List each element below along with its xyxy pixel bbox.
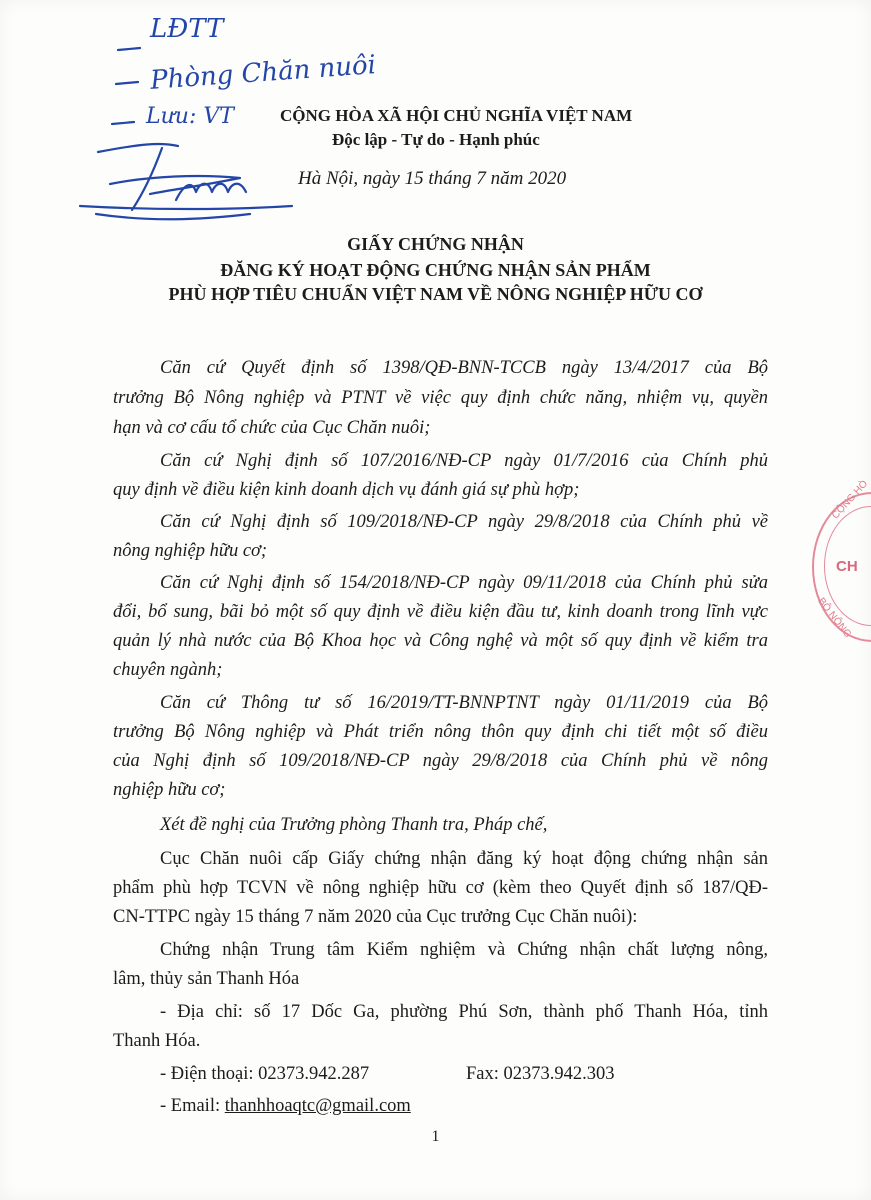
legal-basis-1-line-2: trưởng Bộ Nông nghiệp và PTNT về việc quy định chức năng, nhiệm vụ, quyền (113, 388, 768, 408)
legal-basis-1-line-3: hạn và cơ cấu tổ chức của Cục Chăn nuôi; (113, 418, 431, 438)
legal-basis-4-line-2: đổi, bổ sung, bãi bỏ một số quy định về điều kiện đầu tư, kinh doanh trong lĩnh vực (113, 602, 768, 622)
page-number: 1 (431, 1128, 440, 1145)
proposal-basis: Xét đề nghị của Trưởng phòng Thanh tra, Pháp chế, (160, 815, 548, 835)
national-title: CỘNG HÒA XÃ HỘI CHỦ NGHĨA VIỆT NAM (280, 106, 633, 125)
organization-address-line-2: Thanh Hóa. (113, 1031, 201, 1051)
handwritten-line-3: Lưu: VT (146, 104, 234, 129)
email-label: - Email: (160, 1096, 225, 1116)
organization-address-line-1: - Địa chỉ: số 17 Dốc Ga, phường Phú Sơn, thành phố Thanh Hóa, tỉnh (160, 1002, 768, 1022)
email-link[interactable]: thanhhoaqtc@gmail.com (224, 1096, 411, 1116)
handwritten-line-1: LĐTT (150, 14, 224, 44)
phone-number: - Điện thoại: 02373.942.287 (160, 1064, 370, 1084)
issue-date: Hà Nội, ngày 15 tháng 7 năm 2020 (298, 168, 567, 189)
certificate-statement-line-2: phẩm phù hợp TCVN về nông nghiệp hữu cơ (kèm theo Quyết định số 187/QĐ- (113, 878, 768, 898)
seal-arc-bottom: BỘ NÔNG (815, 596, 854, 640)
legal-basis-4-line-3: quản lý nhà nước của Bộ Khoa học và Công nghệ và một số quy định về kiểm tra (113, 631, 768, 651)
certified-organization-line-2: lâm, thủy sản Thanh Hóa (113, 969, 300, 989)
legal-basis-5-line-1: Căn cứ Thông tư số 16/2019/TT-BNNPTNT ngày 01/11/2019 của Bộ (160, 693, 768, 713)
legal-basis-3-line-1: Căn cứ Nghị định số 109/2018/NĐ-CP ngày 29/8/2018 của Chính phủ về (160, 512, 768, 532)
legal-basis-4-line-4: chuyên ngành; (113, 660, 223, 680)
official-seal (812, 478, 871, 642)
legal-basis-3-line-2: nông nghiệp hữu cơ; (113, 541, 268, 561)
seal-arc-top: CỘNG HÒ (830, 478, 871, 522)
legal-basis-5-line-4: nghiệp hữu cơ; (113, 780, 226, 800)
seal-center-text: CH (836, 558, 858, 575)
legal-basis-5-line-2: trưởng Bộ Nông nghiệp và Phát triển nông thôn quy định chi tiết một số điều (113, 722, 768, 742)
email-row (160, 1096, 411, 1117)
certificate-statement-line-3: CN-TTPC ngày 15 tháng 7 năm 2020 của Cục trưởng Cục Chăn nuôi): (113, 907, 638, 927)
doc-title-line-2: ĐĂNG KÝ HOẠT ĐỘNG CHỨNG NHẬN SẢN PHẨM (220, 260, 651, 280)
national-motto: Độc lập - Tự do - Hạnh phúc (332, 130, 540, 149)
legal-basis-2-line-2: quy định về điều kiện kinh doanh dịch vụ đánh giá sự phù hợp; (113, 480, 580, 500)
doc-title-line-3: PHÙ HỢP TIÊU CHUẨN VIỆT NAM VỀ NÔNG NGHIỆP HỮU CƠ (168, 284, 703, 304)
doc-title-line-1: GIẤY CHỨNG NHẬN (347, 234, 524, 254)
handwritten-line-2: Phòng Chăn nuôi (149, 50, 377, 96)
legal-basis-5-line-3: của Nghị định số 109/2018/NĐ-CP ngày 29/8/2018 của Chính phủ về nông (113, 751, 768, 771)
legal-basis-1-line-1: Căn cứ Quyết định số 1398/QĐ-BNN-TCCB ngày 13/4/2017 của Bộ (160, 358, 768, 378)
legal-basis-4-line-1: Căn cứ Nghị định số 154/2018/NĐ-CP ngày 09/11/2018 của Chính phủ sửa (160, 573, 768, 593)
certified-organization-line-1: Chứng nhận Trung tâm Kiểm nghiệm và Chứng nhận chất lượng nông, (160, 940, 768, 960)
fax-number: Fax: 02373.942.303 (466, 1064, 615, 1084)
certificate-statement-line-1: Cục Chăn nuôi cấp Giấy chứng nhận đăng ký hoạt động chứng nhận sản (160, 849, 768, 869)
legal-basis-2-line-1: Căn cứ Nghị định số 107/2016/NĐ-CP ngày 01/7/2016 của Chính phủ (160, 451, 768, 471)
